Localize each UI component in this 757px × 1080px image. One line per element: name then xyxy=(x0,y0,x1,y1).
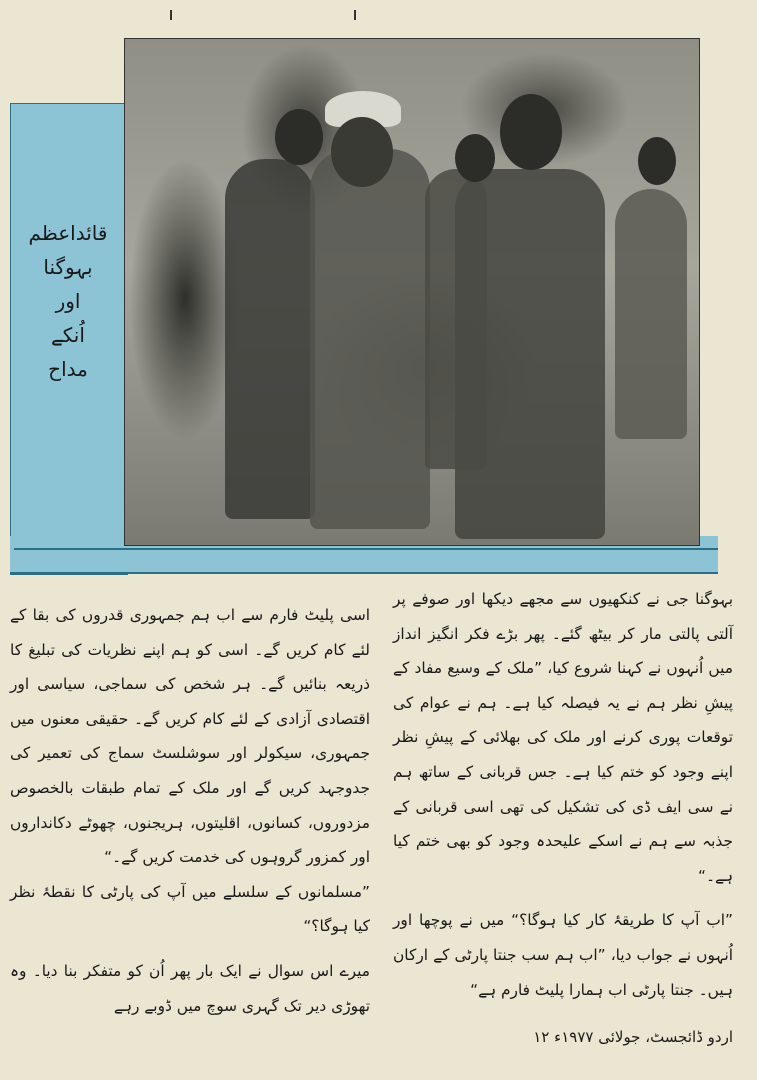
print-mark xyxy=(354,10,356,20)
figure-far-right xyxy=(615,189,687,439)
caption-line: مداح xyxy=(48,357,88,381)
paragraph: ”مسلمانوں کے سلسلے میں آپ کی پارٹی کا نقطۂ نظر کیا ہوگا؟“ xyxy=(10,882,370,936)
figure-back xyxy=(425,169,487,469)
figure-head xyxy=(500,94,562,170)
caption-line: اور xyxy=(55,289,81,313)
caption-line: قائداعظم xyxy=(28,221,108,245)
caption-line: بہوگنا xyxy=(43,255,93,279)
figure-head xyxy=(638,137,676,185)
paragraph: ”اب آپ کا طریقۂ کار کیا ہوگا؟“ میں نے پوچھا اور اُنہوں نے جواب دیا، ”اب ہم سب جنتا پارٹی کے ارکان ہیں۔ جنتا پارٹی اب ہمارا پلیٹ فارم ہے“ xyxy=(393,911,733,999)
caption-line: اُنکے xyxy=(51,323,85,347)
blue-rule xyxy=(14,548,718,550)
print-mark xyxy=(170,10,172,20)
figure-head xyxy=(455,134,495,182)
photo-caption xyxy=(18,216,118,386)
article-column-right xyxy=(393,582,733,1007)
figure-head xyxy=(331,117,393,187)
figure-left xyxy=(225,159,315,519)
figure-center xyxy=(310,149,430,529)
article-column-left xyxy=(10,598,370,1023)
figure-head xyxy=(275,109,323,165)
paragraph: بہوگنا جی نے کنکھیوں سے مجھے دیکھا اور صوفے پر آلتی پالتی مار کر بیٹھ گئے۔ پھر بڑے فکر انگیز انداز میں اُنہوں نے کہنا شروع کیا، ”ملک کے وسیع مفاد کے پیشِ نظر ہم نے یہ فیصلہ کیا ہے۔ ہم نے عوام کی توقعات پوری کرنے اور ملک کی بھلائی کے پیشِ نظر اپنے وجود کو ختم کیا ہے۔ جس قربانی کے ساتھ ہم نے سی ایف ڈی کی تشکیل کی تھی اسی قربانی کے جذبہ سے ہم نے اسکے علیحدہ وجود کو بھی ختم کیا ہے۔“ xyxy=(393,590,733,885)
paragraph: اسی پلیٹ فارم سے اب ہم جمہوری قدروں کی بقا کے لئے کام کریں گے۔ اسی کو ہم اپنے نظریات کی تبلیغ کا ذریعہ بنائیں گے۔ ہر شخص کی سماجی، سیاسی اور اقتصادی آزادی کے لئے کام کریں گے۔ حقیقی معنوں میں جمہوری، سیکولر اور سوشلسٹ سماج کی تعمیر کی جدوجہد کریں گے اور ملک کے تمام طبقات بالخصوص مزدوروں، کسانوں، اقلیتوں، ہریجنوں، چھوٹے دکانداروں اور کمزور گروہوں کی خدمت کریں گے۔“ xyxy=(10,606,370,867)
page-footer: اردو ڈائجسٹ، جولائی ۱۹۷۷ء ۱۲ xyxy=(533,1028,733,1046)
group-photograph xyxy=(124,38,700,546)
paragraph: میرے اس سوال نے ایک بار پھر اُن کو متفکر بنا دیا۔ وہ تھوڑی دیر تک گہری سوچ میں ڈوبے رہے xyxy=(10,961,370,1015)
